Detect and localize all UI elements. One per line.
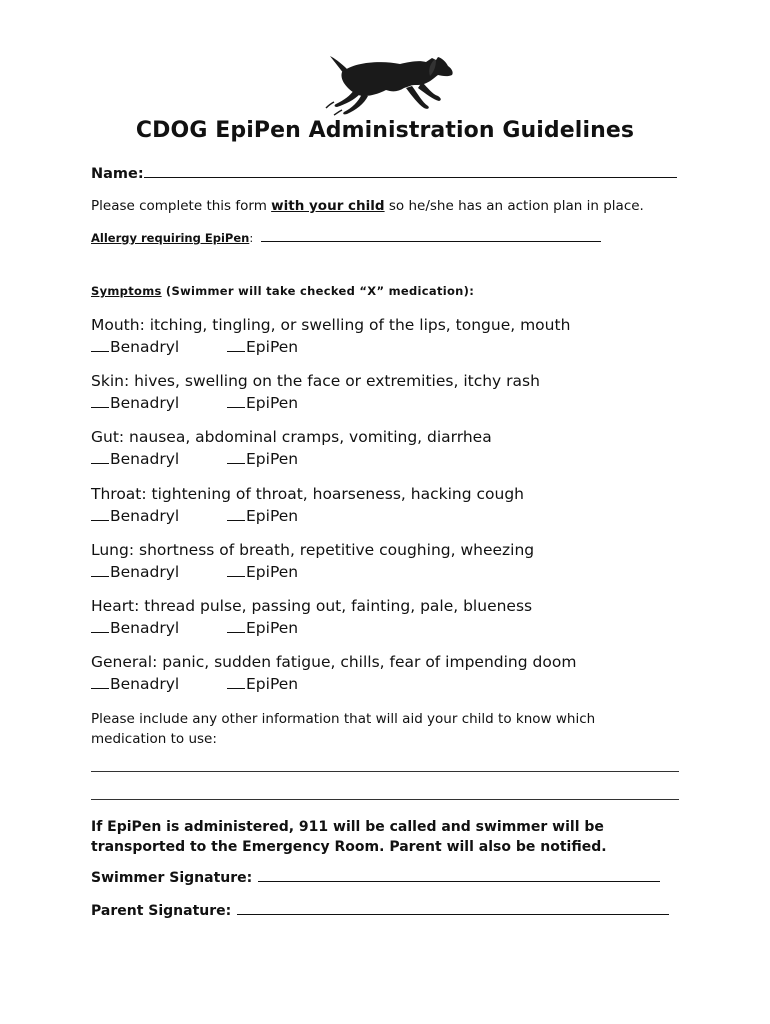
symptom-item [91,595,532,639]
benadryl-option[interactable]: Benadryl [91,561,227,583]
epipen-option[interactable]: EpiPen [227,617,298,639]
symptom-item [91,370,540,414]
epipen-option[interactable]: EpiPen [227,673,298,695]
name-label: Name: [91,166,144,182]
symptom-label: Skin: hives, swelling on the face or extremities, itchy rash [91,372,540,390]
symptom-label: Mouth: itching, tingling, or swelling of the lips, tongue, mouth [91,316,571,334]
symptom-label: Lung: shortness of breath, repetitive coughing, wheezing [91,541,535,559]
symptom-item [91,651,576,695]
allergy-row: Allergy requiring EpiPen: [91,231,601,245]
epipen-option[interactable]: EpiPen [227,505,298,527]
other-info-text: Please include any other information that will aid your child to know which medication to use: [91,711,596,747]
epipen-option[interactable]: EpiPen [227,448,298,470]
benadryl-option[interactable]: Benadryl [91,448,227,470]
symptom-label: General: panic, sudden fatigue, chills, fear of impending doom [91,653,577,671]
swimmer-signature-field[interactable] [258,881,660,882]
page-title: CDOG EpiPen Administration Guidelines [135,118,635,143]
symptom-item [91,426,492,470]
emergency-notice: If EpiPen is administered, 911 will be called and swimmer will be transported to the Emergency Room. Parent will also be notified. [91,819,607,855]
symptom-item [91,314,570,358]
symptoms-heading [91,284,474,298]
benadryl-option[interactable]: Benadryl [91,336,227,358]
parent-signature-field[interactable] [237,914,669,915]
name-row [91,166,677,182]
epipen-option[interactable]: EpiPen [227,561,298,583]
allergy-label: Allergy requiring EpiPen [91,231,250,245]
benadryl-option[interactable]: Benadryl [91,392,227,414]
symptoms-note: (Swimmer will take checked “X” medication): [161,284,475,298]
benadryl-option[interactable]: Benadryl [91,505,227,527]
epipen-option[interactable]: EpiPen [227,392,298,414]
swimmer-signature-label: Swimmer Signature: [91,870,253,886]
symptom-item [91,539,534,583]
parent-signature-row [91,903,669,919]
allergy-field[interactable] [261,241,601,242]
symptom-label: Heart: thread pulse, passing out, fainting, pale, blueness [91,597,533,615]
name-field[interactable] [144,177,677,178]
symptom-label: Gut: nausea, abdominal cramps, vomiting, diarrhea [91,428,492,446]
swimmer-signature-row [91,870,660,886]
symptom-label: Throat: tightening of throat, hoarseness, hacking cough [91,485,524,503]
other-info-line-1[interactable] [91,771,679,772]
benadryl-option[interactable]: Benadryl [91,617,227,639]
dog-logo-icon [318,48,458,116]
symptom-item [91,483,524,527]
epipen-option[interactable]: EpiPen [227,336,298,358]
other-info-line-2[interactable] [91,799,679,800]
benadryl-option[interactable]: Benadryl [91,673,227,695]
intro-emphasis: with your child [271,198,385,214]
symptoms-label: Symptoms [91,284,162,298]
intro-text: Please complete this form with your child so he/she has an action plan in place. [91,198,644,214]
parent-signature-label: Parent Signature: [91,903,232,919]
